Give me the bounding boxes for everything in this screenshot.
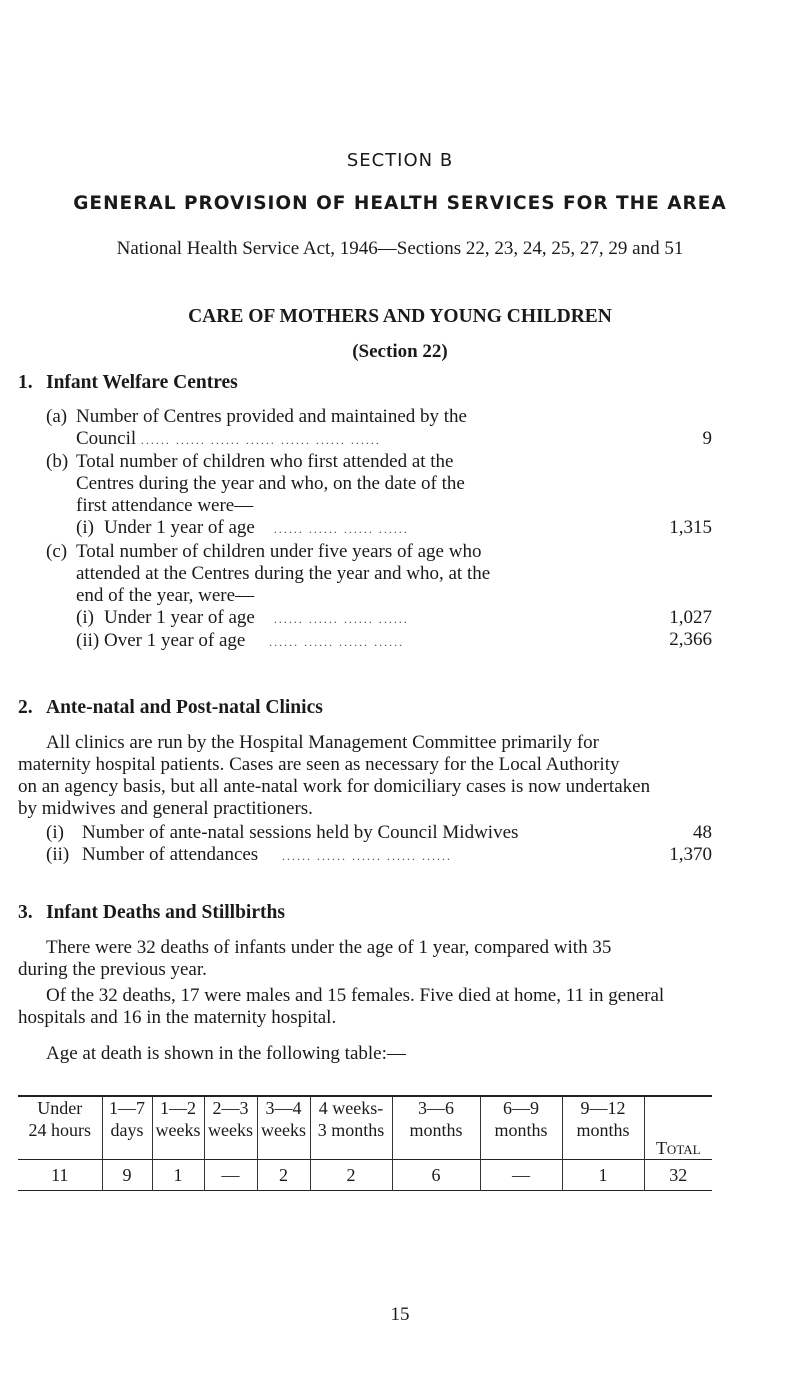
item-label: (i) <box>46 822 64 843</box>
section-title: Infant Deaths and Stillbirths <box>46 902 285 923</box>
paragraph-line: All clinics are run by the Hospital Management Committee primarily for <box>46 732 599 753</box>
table-cell: — <box>480 1160 562 1191</box>
item-text: Total number of children who first attended at the <box>76 451 454 472</box>
item-text: Number of ante-natal sessions held by Council Midwives <box>82 822 519 843</box>
leader-dots: ...... ...... ...... ...... <box>273 522 409 536</box>
table-cell-total: 32 <box>644 1160 712 1191</box>
paragraph-line: Of the 32 deaths, 17 were males and 15 females. Five died at home, 11 in general <box>46 985 665 1006</box>
clinics-paragraph <box>46 732 716 754</box>
leader-dots: ...... ...... ...... ...... ...... ...... ...... <box>140 433 381 447</box>
section-title: Infant Welfare Centres <box>46 372 238 393</box>
deaths-paragraph-cont <box>18 959 716 981</box>
item-value: 9 <box>702 428 712 449</box>
column-header: 6—9 months <box>480 1096 562 1160</box>
paragraph-line: on an agency basis, but all ante-natal work for domiciliary cases is now undertaken <box>18 776 651 797</box>
column-header: 1—2 weeks <box>152 1096 204 1160</box>
item-value: 1,315 <box>669 517 712 538</box>
column-header: 1—7 days <box>102 1096 152 1160</box>
paragraph-line: during the previous year. <box>18 959 207 980</box>
column-header: 9—12 months <box>562 1096 644 1160</box>
section-title: Ante-natal and Post-natal Clinics <box>46 697 323 718</box>
deaths-paragraph-2-cont <box>18 1007 716 1029</box>
clinics-heading <box>18 697 323 719</box>
item-text: end of the year, were— <box>76 585 255 606</box>
section-label: SECTION B <box>346 150 454 171</box>
leader-dots: ...... ...... ...... ...... <box>269 635 405 649</box>
paragraph-line: There were 32 deaths of infants under the age of 1 year, compared with 35 <box>46 937 612 958</box>
age-at-death-table <box>18 1095 712 1191</box>
table-cell: 6 <box>392 1160 480 1191</box>
column-header: 3—4 weeks <box>257 1096 310 1160</box>
subitem-text: Under 1 year of age <box>104 607 255 628</box>
table-cell: 2 <box>310 1160 392 1191</box>
item-text: Number of Centres provided and maintained by the <box>76 406 467 427</box>
table-cell: 9 <box>102 1160 152 1191</box>
item-label: (c) <box>46 541 68 562</box>
deaths-paragraph <box>46 937 716 959</box>
column-header: 3—6 months <box>392 1096 480 1160</box>
column-header: Under 24 hours <box>28 1098 91 1140</box>
section-number: 1. <box>18 372 33 393</box>
infant-deaths-heading <box>18 902 285 924</box>
page-number: 15 <box>390 1304 410 1325</box>
table-cell: 1 <box>562 1160 644 1191</box>
item-value: 48 <box>693 822 712 843</box>
table-cell: — <box>204 1160 257 1191</box>
table-header-row <box>18 1096 712 1160</box>
section-reference: (Section 22) <box>352 341 448 362</box>
paragraph-line: Age at death is shown in the following table:— <box>46 1043 406 1064</box>
subitem-label: (ii) <box>76 630 100 651</box>
item-text: first attendance were— <box>76 495 254 516</box>
clinics-paragraph-cont <box>18 754 716 820</box>
subitem-text: Over 1 year of age <box>104 630 246 651</box>
column-header-total: Total <box>644 1096 712 1160</box>
item-value: 1,027 <box>669 607 712 628</box>
item-label: (b) <box>46 451 69 472</box>
leader-dots: ...... ...... ...... ...... ...... <box>281 849 452 863</box>
item-text: attended at the Centres during the year and who, at the <box>76 563 491 584</box>
table-cell: 11 <box>51 1165 69 1185</box>
subitem-label: (i) <box>76 607 94 628</box>
item-text: Total number of children under five years of age who <box>76 541 482 562</box>
item-value: 1,370 <box>669 844 712 865</box>
deaths-paragraph-3 <box>46 1043 716 1065</box>
section-number: 3. <box>18 902 33 923</box>
table-row <box>18 1160 712 1191</box>
table-cell: 2 <box>257 1160 310 1191</box>
item-text: Centres during the year and who, on the date of the <box>76 473 465 494</box>
item-label: (ii) <box>46 844 70 865</box>
subitem-label: (i) <box>76 517 94 538</box>
deaths-paragraph-2 <box>46 985 716 1007</box>
item-text: Council <box>76 428 137 449</box>
paragraph-line: hospitals and 16 in the maternity hospital. <box>18 1007 337 1028</box>
table-cell: 1 <box>152 1160 204 1191</box>
section-number: 2. <box>18 697 33 718</box>
item-text: Number of attendances <box>82 844 259 865</box>
subitem-text: Under 1 year of age <box>104 517 255 538</box>
paragraph-line: maternity hospital patients. Cases are seen as necessary for the Local Authority <box>18 754 620 775</box>
item-label: (a) <box>46 406 68 427</box>
page-title: GENERAL PROVISION OF HEALTH SERVICES FOR THE AREA <box>73 193 727 214</box>
section-heading: CARE OF MOTHERS AND YOUNG CHILDREN <box>188 306 612 327</box>
paragraph-line: by midwives and general practitioners. <box>18 798 313 819</box>
column-header: 2—3 weeks <box>204 1096 257 1160</box>
leader-dots: ...... ...... ...... ...... <box>273 612 409 626</box>
act-subtitle: National Health Service Act, 1946—Sections 22, 23, 24, 25, 27, 29 and 51 <box>116 238 684 259</box>
column-header: 4 weeks- 3 months <box>310 1096 392 1160</box>
item-value: 2,366 <box>669 629 712 650</box>
infant-welfare-heading <box>18 372 238 394</box>
